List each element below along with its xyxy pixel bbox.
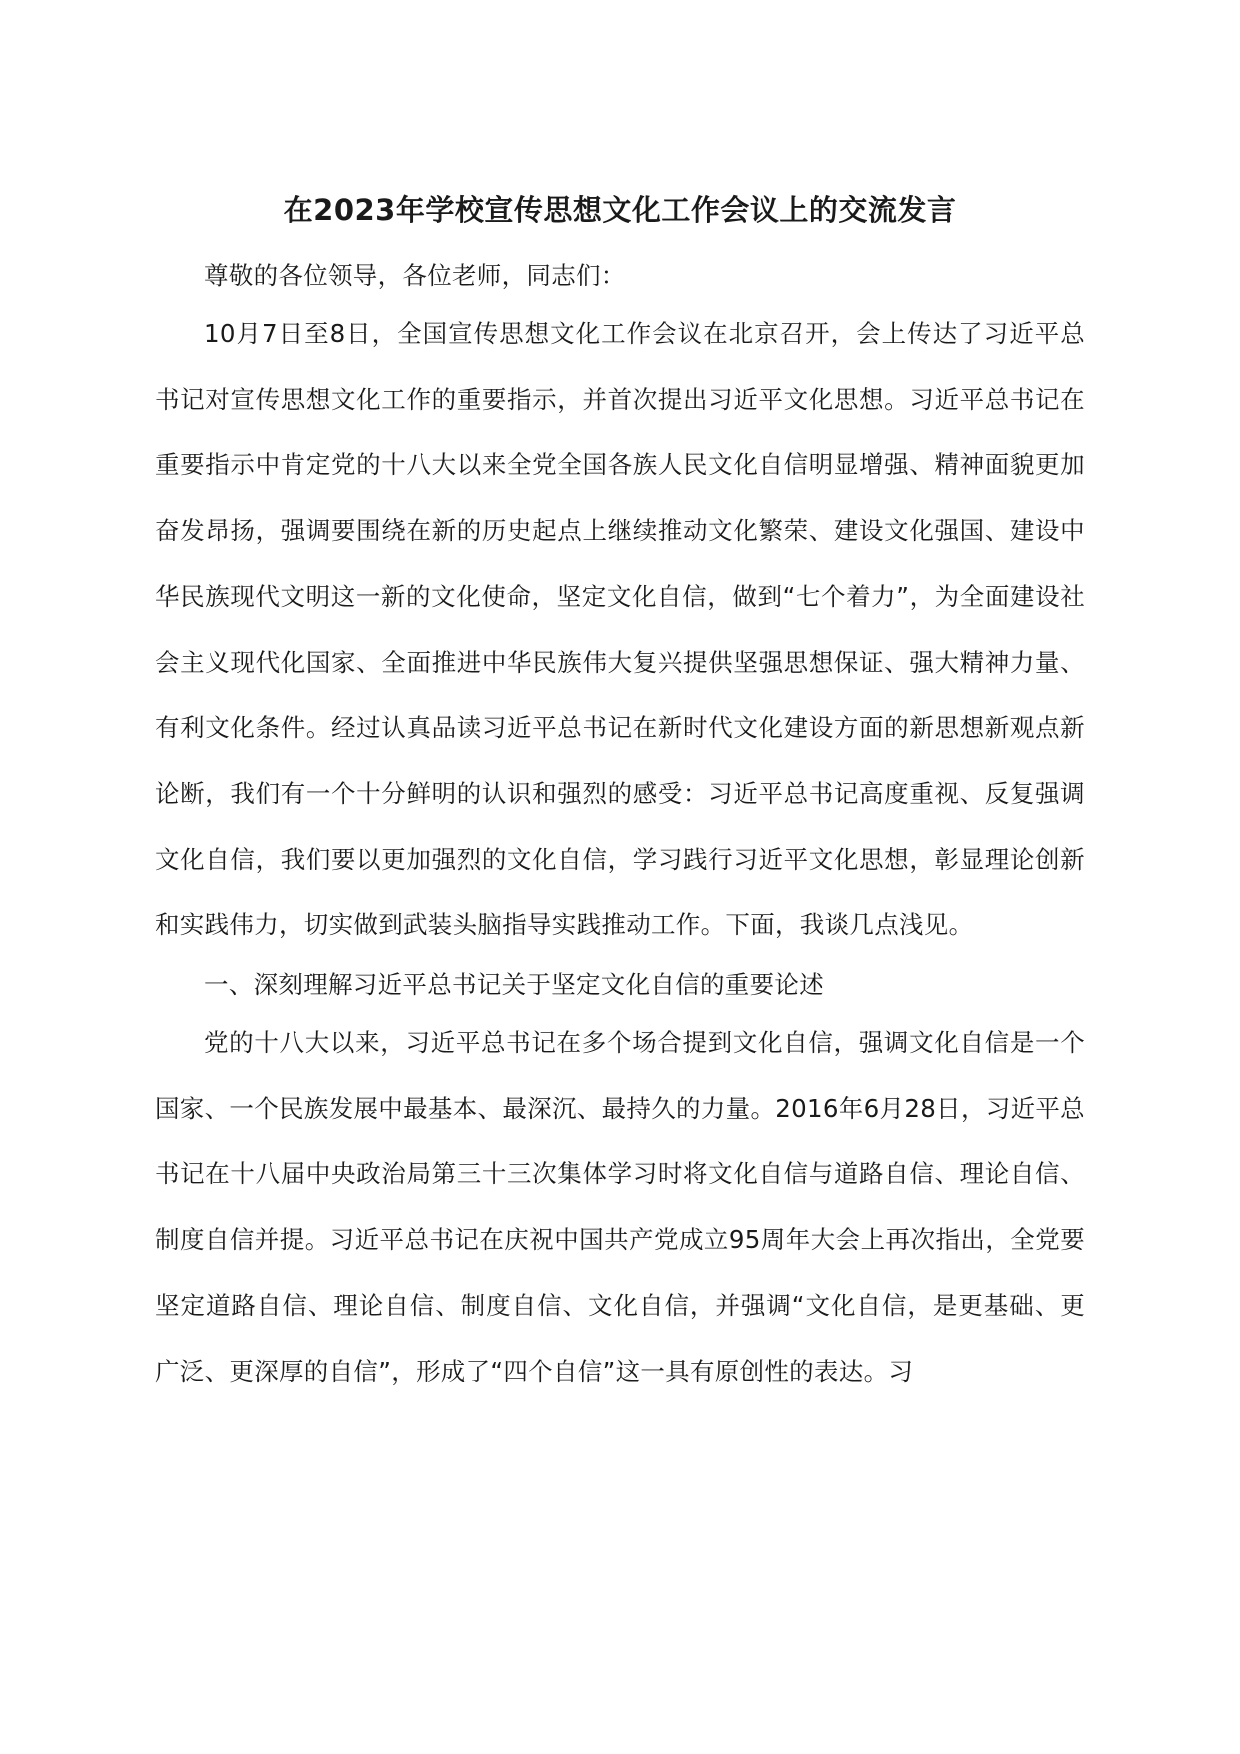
document-title: 在2023年学校宣传思想文化工作会议上的交流发言 xyxy=(283,193,957,227)
document-body xyxy=(155,243,1085,309)
section-heading-block xyxy=(155,952,1085,1018)
paragraph-intro: 10月7日至8日，全国宣传思想文化工作会议在北京召开，会上传达了习近平总书记对宣传思想文化工作的重要指示，并首次提出习近平文化思想。习近平总书记在重要指示中肯定党的十八大以来全党全国各族人民文化自信明显增强、精神面貌更加奋发昂扬，强调要围绕在新的历史起点上继续推动文化繁荣、建设文化强国、建设中华民族现代文明这一新的文化使命，坚定文化自信，做到“七个着力”，为全面建设社会主义现代化国家、全面推进中华民族伟大复兴提供坚强思想保证、强大精神力量、有利文化条件。经过认真品读习近平总书记在新时代文化建设方面的新思想新观点新论断，我们有一个十分鲜明的认识和强烈的感受：习近平总书记高度重视、反复强调文化自信，我们要以更加强烈的文化自信，学习践行习近平文化思想，彰显理论创新和实践伟力，切实做到武装头脑指导实践推动工作。下面，我谈几点浅见。 xyxy=(155,319,1085,940)
paragraph-section-1: 党的十八大以来，习近平总书记在多个场合提到文化自信，强调文化自信是一个国家、一个民族发展中最基本、最深沉、最持久的力量。2016年6月28日，习近平总书记在十八届中央政治局第三十三次集体学习时将文化自信与道路自信、理论自信、制度自信并提。习近平总书记在庆祝中国共产党成立95周年大会上再次指出，全党要坚定道路自信、理论自信、制度自信、文化自信，并强调“文化自信，是更基础、更广泛、更深厚的自信”，形成了“四个自信”这一具有原创性的表达。习 xyxy=(155,1028,1085,1386)
paragraph-intro-block xyxy=(155,301,1085,958)
section-heading-1: 一、深刻理解习近平总书记关于坚定文化自信的重要论述 xyxy=(204,970,824,999)
paragraph-section-1-block xyxy=(155,1010,1085,1404)
salutation: 尊敬的各位领导，各位老师，同志们： xyxy=(204,261,626,290)
